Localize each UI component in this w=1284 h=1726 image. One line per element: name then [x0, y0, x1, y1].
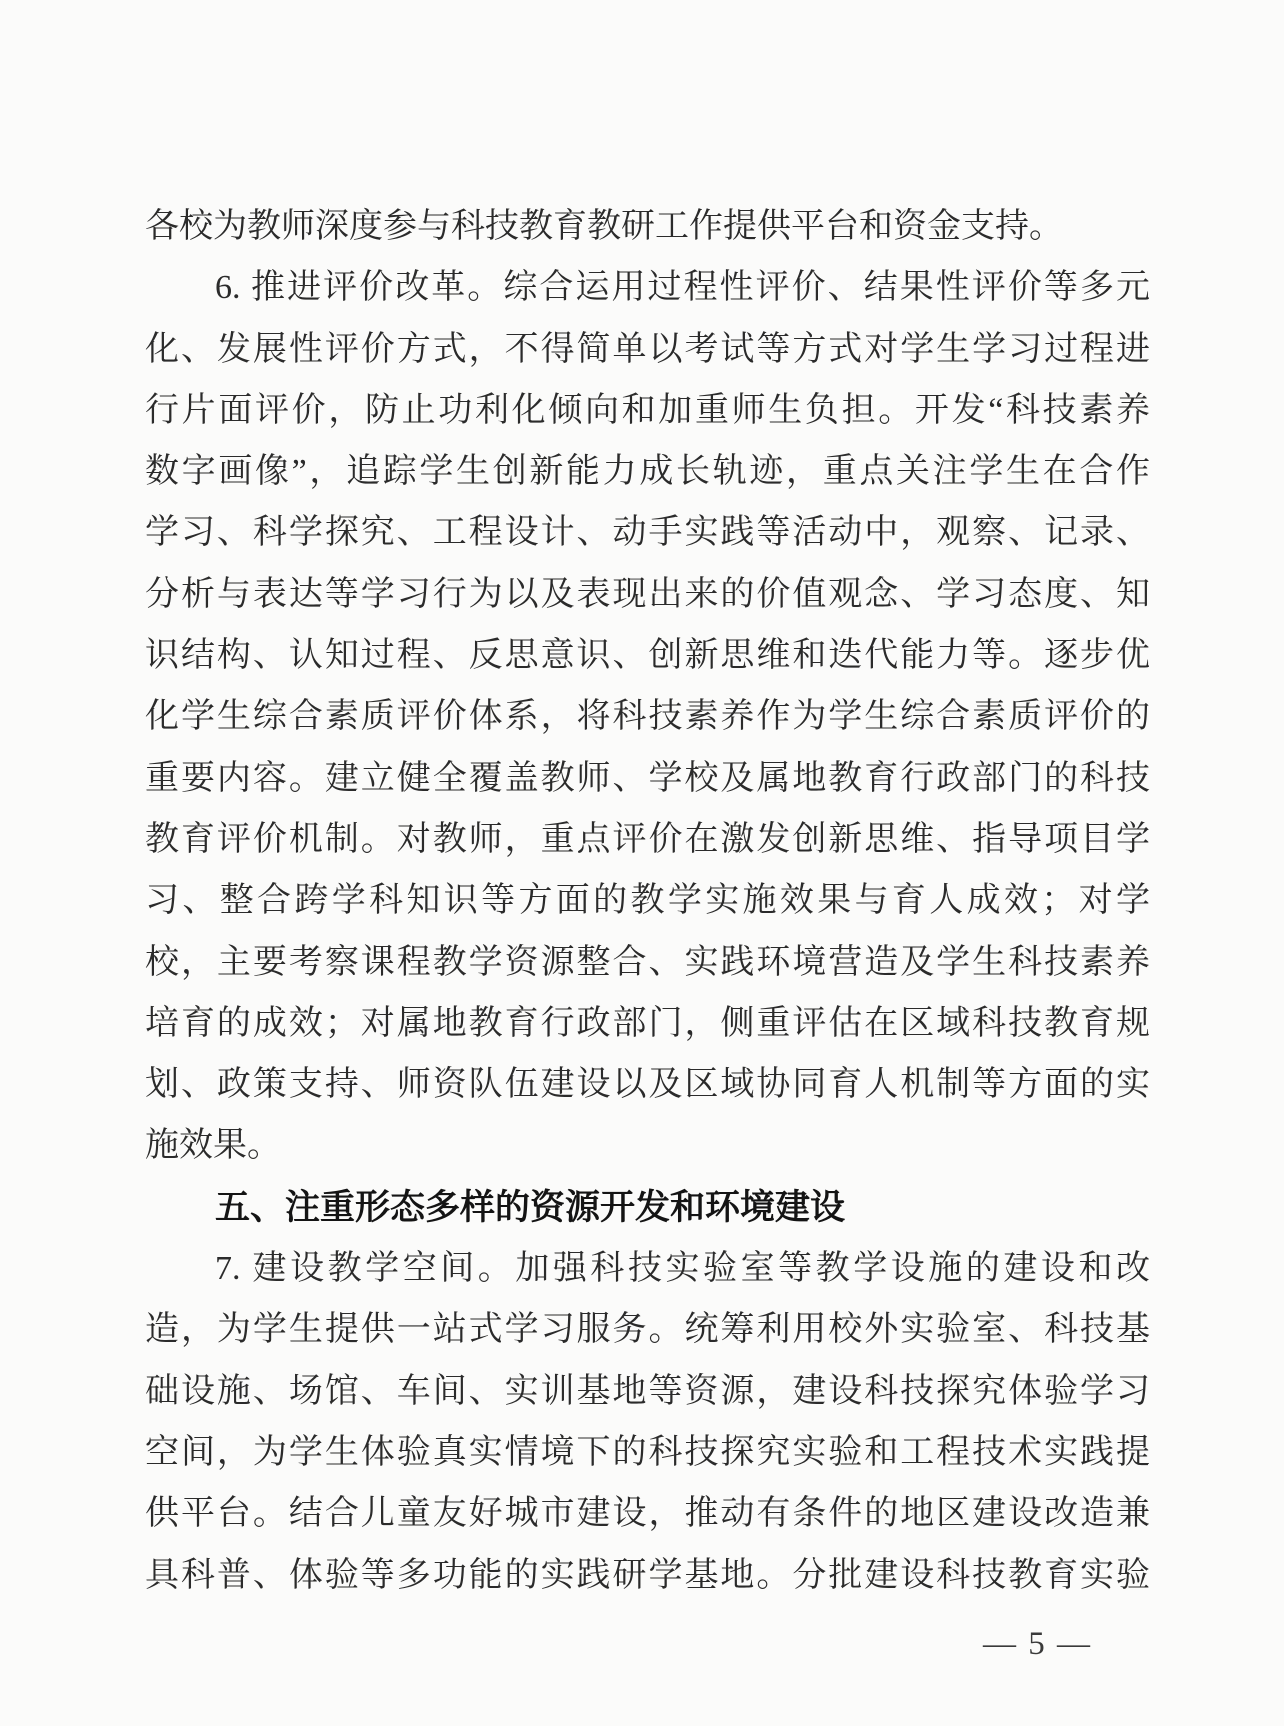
body-text-line: 行片面评价，防止功利化倾向和加重师生负担。开发“科技素养	[145, 391, 1150, 429]
section-heading: 五、注重形态多样的资源开发和环境建设	[215, 1187, 846, 1227]
body-text-line: 施效果。	[145, 1127, 281, 1165]
body-text-line: 校，主要考察课程教学资源整合、实践环境营造及学生科技素养	[145, 943, 1150, 981]
body-text-line: 造，为学生提供一站式学习服务。统筹利用校外实验室、科技基	[145, 1311, 1150, 1349]
body-text-line: 学习、科学探究、工程设计、动手实践等活动中，观察、记录、	[145, 514, 1150, 552]
body-text-line: 划、政策支持、师资队伍建设以及区域协同育人机制等方面的实	[145, 1066, 1150, 1104]
body-text-line: 空间，为学生体验真实情境下的科技探究实验和工程技术实践提	[145, 1433, 1150, 1471]
body-text-line: 教育评价机制。对教师，重点评价在激发创新思维、指导项目学	[145, 820, 1150, 858]
page-number: — 5 —	[983, 1626, 1092, 1662]
body-text-line: 础设施、场馆、车间、实训基地等资源，建设科技探究体验学习	[145, 1372, 1150, 1410]
body-text-line: 分析与表达等学习行为以及表现出来的价值观念、学习态度、知	[145, 575, 1150, 613]
body-text-line: 7. 建设教学空间。加强科技实验室等教学设施的建设和改	[215, 1250, 1150, 1288]
body-text-line: 化、发展性评价方式，不得简单以考试等方式对学生学习过程进	[145, 330, 1150, 368]
body-text-line: 重要内容。建立健全覆盖教师、学校及属地教育行政部门的科技	[145, 759, 1150, 797]
body-text-line: 识结构、认知过程、反思意识、创新思维和迭代能力等。逐步优	[145, 637, 1150, 675]
body-text-line: 供平台。结合儿童友好城市建设，推动有条件的地区建设改造兼	[145, 1495, 1150, 1533]
body-text-line: 各校为教师深度参与科技教育教研工作提供平台和资金支持。	[145, 208, 1063, 245]
body-text-line: 6. 推进评价改革。综合运用过程性评价、结果性评价等多元	[215, 269, 1150, 307]
body-text-line: 习、整合跨学科知识等方面的教学实施效果与育人成效；对学	[145, 882, 1150, 920]
body-text-line: 化学生综合素质评价体系，将科技素养作为学生综合素质评价的	[145, 698, 1150, 736]
body-text-line: 数字画像”，追踪学生创新能力成长轨迹，重点关注学生在合作	[145, 453, 1150, 491]
body-text-line: 培育的成效；对属地教育行政部门，侧重评估在区域科技教育规	[145, 1004, 1150, 1042]
document-text-block	[145, 196, 1150, 1606]
body-text-line: 具科普、体验等多功能的实践研学基地。分批建设科技教育实验	[145, 1556, 1150, 1594]
